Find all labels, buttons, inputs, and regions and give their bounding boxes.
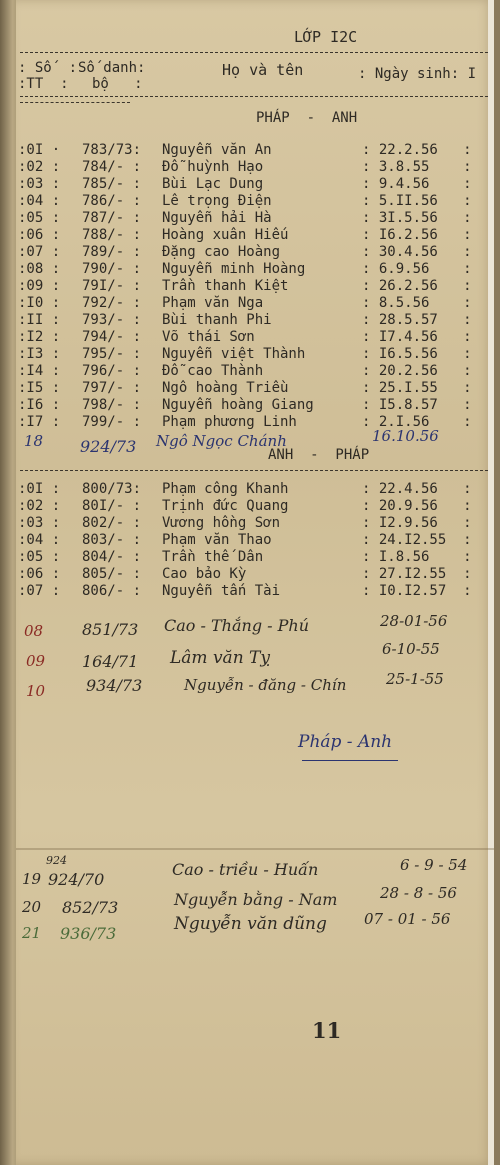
table-row (18, 278, 488, 295)
page-fold (16, 848, 494, 850)
hw-row08-name: Cao - Thắng - Phú (164, 616, 310, 635)
row-ho-ten: Phạm công Khanh (162, 481, 289, 497)
hw-row10-name: Nguyễn - đăng - Chín (184, 676, 347, 694)
row-so-danh-bo: 785/- : (82, 176, 142, 192)
header-top-rule (20, 52, 488, 53)
table-row (18, 159, 488, 176)
row-stt: :09 : (18, 278, 61, 294)
row-stt: :05 : (18, 210, 61, 226)
hw-row09-sb: 164/71 (82, 652, 139, 671)
row-ho-ten: Ngô hoàng Triều (162, 380, 289, 396)
row-stt: :04 : (18, 193, 61, 209)
row-so-danh-bo: 795/- : (82, 346, 142, 362)
row-so-danh-bo: 787/- : (82, 210, 142, 226)
row-stt: :06 : (18, 566, 61, 582)
col-ngaysinh: : Ngày sinh: I (358, 66, 477, 82)
row-so-danh-bo: 790/- : (82, 261, 142, 277)
row-stt: :08 : (18, 261, 61, 277)
hw-row09-name: Lâm văn Tỵ (170, 648, 270, 668)
row-ho-ten: Võ thái Sơn (162, 329, 255, 345)
row-ngay-sinh: : 28.5.57 : (362, 312, 472, 328)
row-stt: :03 : (18, 515, 61, 531)
hw-row21-name: Nguyễn văn dũng (174, 914, 327, 934)
row-ngay-sinh: : 9.4.56 : (362, 176, 472, 192)
table-row (18, 346, 488, 363)
row-ngay-sinh: : 3.8.55 : (362, 159, 472, 175)
row-ngay-sinh: : 25.I.55 : (362, 380, 472, 396)
row-ngay-sinh: : 5.II.56 : (362, 193, 472, 209)
hw-row09-dob: 6-10-55 (382, 640, 440, 658)
row-stt: :I0 : (18, 295, 61, 311)
row-ho-ten: Nguyễn văn An (162, 142, 272, 158)
row-so-danh-bo: 803/- : (82, 532, 142, 548)
row-ngay-sinh: : I7.4.56 : (362, 329, 472, 345)
row-ho-ten: Nguyễn minh Hoàng (162, 261, 306, 277)
row-stt: :02 : (18, 159, 61, 175)
row-ngay-sinh: : 20.2.56 : (362, 363, 472, 379)
row-so-danh-bo: 804/- : (82, 549, 142, 565)
table-row (18, 566, 488, 583)
page-edge (488, 0, 494, 1165)
section-title-anh-phap: ANH - PHÁP (268, 447, 370, 463)
row-ngay-sinh: : 26.2.56 : (362, 278, 472, 294)
row-ngay-sinh: : I2.9.56 : (362, 515, 472, 531)
row-stt: :II : (18, 312, 61, 328)
row-ho-ten: Nguyễn hoàng Giang (162, 397, 314, 413)
row-so-danh-bo: 79I/- : (82, 278, 142, 294)
row-so-danh-bo: 80I/- : (82, 498, 142, 514)
row-ho-ten: Phạm văn Thao (162, 532, 272, 548)
row-ngay-sinh: : 24.I2.55 : (362, 532, 472, 548)
row-so-danh-bo: 805/- : (82, 566, 142, 582)
row-ngay-sinh: : I0.I2.57 : (362, 583, 472, 599)
table-row (18, 397, 488, 414)
table-row (18, 583, 488, 600)
class-label: LỚP I2C (294, 28, 358, 46)
row-so-danh-bo: 793/- : (82, 312, 142, 328)
row-ho-ten: Phạm phương Linh (162, 414, 297, 430)
row-ngay-sinh: : 8.5.56 : (362, 295, 472, 311)
row-ngay-sinh: : 20.9.56 : (362, 498, 472, 514)
row-stt: :06 : (18, 227, 61, 243)
table-row (18, 295, 488, 312)
table-row (18, 244, 488, 261)
row-ho-ten: Đặng cao Hoàng (162, 244, 281, 260)
hw-row18-dob: 16.10.56 (372, 427, 439, 445)
header-rule-short (20, 102, 130, 103)
row-ho-ten: Hoàng xuân Hiếu (162, 227, 289, 243)
row-ho-ten: Bùi Lạc Dung (162, 176, 264, 192)
row-ngay-sinh: : 22.2.56 : (362, 142, 472, 158)
hw-row08-dob: 28-01-56 (380, 612, 448, 630)
hw-row19-name: Cao - triều - Huấn (172, 860, 319, 879)
hw-row19-sb: 924/70 (48, 870, 105, 889)
col-sodanhbo-bottom: bộ : (92, 76, 143, 92)
section-title-phap-anh: PHÁP - ANH (256, 110, 358, 126)
table-row (18, 515, 488, 532)
row-ngay-sinh: : I.8.56 : (362, 549, 472, 565)
table-row (18, 532, 488, 549)
hw-row20-tt: 20 (22, 898, 42, 916)
row-so-danh-bo: 796/- : (82, 363, 142, 379)
row-ho-ten: Trần thế Dân (162, 549, 264, 565)
table-row (18, 176, 488, 193)
row-ho-ten: Nguyễn hải Hà (162, 210, 272, 226)
hw-row21-sb: 936/73 (60, 924, 117, 943)
row-stt: :I3 : (18, 346, 61, 362)
hw-row21-tt: 21 (22, 924, 42, 942)
row-ho-ten: Nguyễn việt Thành (162, 346, 306, 362)
table-row (18, 312, 488, 329)
row-so-danh-bo: 789/- : (82, 244, 142, 260)
row-so-danh-bo: 798/- : (82, 397, 142, 413)
row-ho-ten: Cao bảo Kỳ (162, 566, 247, 582)
hw-row10-sb: 934/73 (86, 676, 143, 695)
hw-row21-dob: 07 - 01 - 56 (364, 910, 451, 928)
row-ho-ten: Đỗ huỳnh Hạo (162, 159, 264, 175)
row-ngay-sinh: : 6.9.56 : (362, 261, 472, 277)
row-ho-ten: Trần thanh Kiệt (162, 278, 289, 294)
hw-row20-name: Nguyễn bằng - Nam (174, 890, 338, 909)
col-sodanhbo-top: Số danh: (78, 60, 146, 76)
page-number: 11 (312, 1018, 342, 1043)
row-stt: :05 : (18, 549, 61, 565)
row-ngay-sinh: : I6.2.56 : (362, 227, 472, 243)
table-row (18, 261, 488, 278)
table-row (18, 380, 488, 397)
table-row (18, 481, 488, 498)
hw-row10-dob: 25-1-55 (386, 670, 444, 688)
row-ngay-sinh: : I6.5.56 : (362, 346, 472, 362)
row-stt: :04 : (18, 532, 61, 548)
col-hoten: Họ và tên (222, 61, 304, 79)
table-row (18, 363, 488, 380)
hw-row09-tt: 09 (26, 652, 46, 670)
hw-row18-tt: 18 (24, 432, 44, 450)
row-so-danh-bo: 788/- : (82, 227, 142, 243)
hw-row19-tt: 19 (22, 870, 42, 888)
table-row (18, 549, 488, 566)
hw-section-underline (302, 760, 398, 761)
row-ho-ten: Nguyễn tấn Tài (162, 583, 281, 599)
row-so-danh-bo: 797/- : (82, 380, 142, 396)
section2-rule (20, 470, 488, 471)
col-stt-top: : Số : (18, 60, 78, 76)
hw-row19-sb-note: 924 (46, 854, 67, 867)
row-stt: :0I · (18, 142, 61, 158)
row-ho-ten: Trịnh đức Quang (162, 498, 289, 514)
row-so-danh-bo: 783/73: (82, 142, 142, 158)
row-so-danh-bo: 799/- : (82, 414, 142, 430)
row-ngay-sinh: : 3I.5.56 : (362, 210, 472, 226)
row-ngay-sinh: : 22.4.56 : (362, 481, 472, 497)
table-row (18, 329, 488, 346)
hw-row20-sb: 852/73 (62, 898, 119, 917)
hw-row18-name: Ngô Ngọc Chánh (156, 432, 287, 450)
row-stt: :I6 : (18, 397, 61, 413)
hw-row18-sb: 924/73 (80, 437, 137, 456)
row-stt: :I5 : (18, 380, 61, 396)
row-stt: :02 : (18, 498, 61, 514)
hw-row19-dob: 6 - 9 - 54 (400, 856, 468, 874)
row-so-danh-bo: 806/- : (82, 583, 142, 599)
row-so-danh-bo: 792/- : (82, 295, 142, 311)
row-stt: :I4 : (18, 363, 61, 379)
row-stt: :07 : (18, 583, 61, 599)
row-so-danh-bo: 800/73: (82, 481, 142, 497)
hw-row08-sb: 851/73 (82, 620, 139, 639)
table-row (18, 498, 488, 515)
hw-section-phap-anh: Pháp - Anh (298, 732, 393, 752)
row-so-danh-bo: 802/- : (82, 515, 142, 531)
row-stt: :I7 : (18, 414, 61, 430)
table-row (18, 227, 488, 244)
header-bottom-rule (20, 96, 488, 97)
row-so-danh-bo: 794/- : (82, 329, 142, 345)
row-stt: :I2 : (18, 329, 61, 345)
hw-row10-tt: 10 (26, 682, 46, 700)
row-ho-ten: Lê trọng Điện (162, 193, 272, 209)
hw-row20-dob: 28 - 8 - 56 (380, 884, 457, 902)
row-ho-ten: Đỗ cao Thành (162, 363, 264, 379)
row-ngay-sinh: : I5.8.57 : (362, 397, 472, 413)
hw-row08-tt: 08 (24, 622, 44, 640)
row-ngay-sinh: : 2.I.56 : (362, 414, 472, 430)
row-ho-ten: Phạm văn Nga (162, 295, 264, 311)
row-so-danh-bo: 786/- : (82, 193, 142, 209)
row-stt: :0I : (18, 481, 61, 497)
table-row (18, 210, 488, 227)
row-ho-ten: Vương hồng Sơn (162, 515, 281, 531)
table-row (18, 193, 488, 210)
row-so-danh-bo: 784/- : (82, 159, 142, 175)
row-stt: :03 : (18, 176, 61, 192)
row-ho-ten: Bùi thanh Phi (162, 312, 272, 328)
row-stt: :07 : (18, 244, 61, 260)
row-ngay-sinh: : 30.4.56 : (362, 244, 472, 260)
row-ngay-sinh: : 27.I2.55 : (362, 566, 472, 582)
col-stt-bottom: :TT : (18, 76, 69, 92)
table-row (18, 142, 488, 159)
